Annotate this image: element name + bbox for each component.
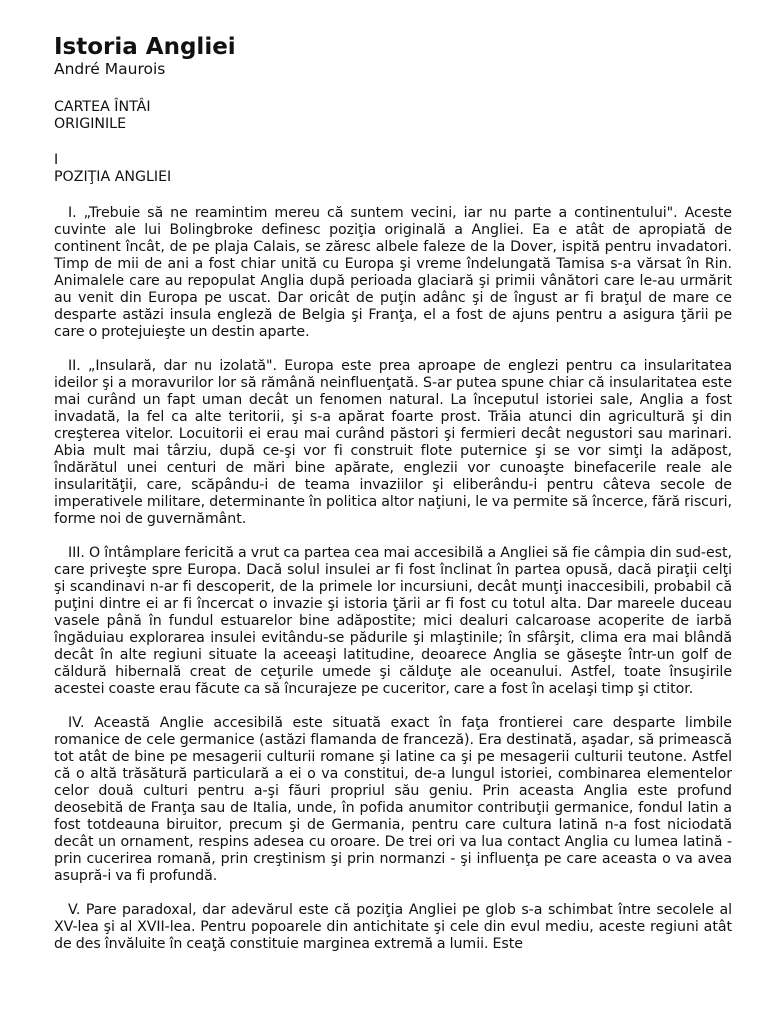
document-page xyxy=(54,34,732,970)
chapter-spacer xyxy=(54,186,732,205)
book-name: ORIGINILE xyxy=(54,116,127,132)
paragraph-4 xyxy=(54,715,732,885)
paragraph-1 xyxy=(54,205,732,341)
chapter-number: I xyxy=(54,152,59,168)
paragraph-text: IV. Această Anglie accesibilă este situată exact în faţa frontierei care desparte limbile romanice de cele germanice (astăzi flamanda de franceză). Era destinată, aşadar, să primească tot atât de bine pe mesagerii culturii romane şi latine ca şi pe mesagerii culturii teutone. Astfel că o altă trăsătură particulară a ei o va constitui, de-a lungul istoriei, combinarea elementelor celor două culturi pentru a-şi făuri propriul său geniu. Prin aceasta Anglia este profund deosebită de Franţa sau de Italia, unde, în pofida anumitor contribuţii germanice, fondul latin a fost totdeauna biruitor, precum şi de Germania, pentru care cultura latină n-a fost niciodată decât un ornament, respins adesea cu oroare. De trei ori va lua contact Anglia cu lumea latină - prin cucerirea romană, prin creştinism şi prin normanzi - şi influenţa pe care aceasta o va avea asupră-i va fi profundă. xyxy=(54,715,732,884)
paragraph-3 xyxy=(54,545,732,698)
paragraph-text: I. „Trebuie să ne reamintim mereu că suntem vecini, iar nu parte a continentului". Aceste cuvinte ale lui Bolingbroke definesc poziţia originală a Angliei. Ea e atât de apropiată de continent încât, de pe plaja Calais, se zăresc albele faleze de la Dover, ispită pentru invadatori. Timp de mii de ani a fost chiar unită cu Europa şi vreme îndelungată Tamisa s-a vărsat în Rin. Animalele care au repopulat Anglia după perioada glaciară şi primii vânători care le-au urmărit au venit din Europa pe uscat. Dar oricât de puţin adânc şi de îngust ar fi braţul de mare ce desparte astăzi insula engleză de Belgia şi Franţa, el a fost de ajuns pentru a asigura ţării pe care o protejuieşte un destin aparte. xyxy=(54,205,732,340)
book-label: CARTEA ÎNTÂI xyxy=(54,99,151,115)
chapter-title: POZIŢIA ANGLIEI xyxy=(54,169,172,185)
paragraph-text: V. Pare paradoxal, dar adevărul este că poziţia Angliei pe glob s-a schimbat între secolele al XV-lea şi al XVII-lea. Pentru popoarele din antichitate şi cele din evul mediu, aceste regiuni atât de des învăluite în ceaţă constituie marginea extremă a lumii. Este xyxy=(54,902,732,952)
paragraph-5 xyxy=(54,902,732,953)
author-name: André Maurois xyxy=(54,60,166,78)
paragraph-text: III. O întâmplare fericită a vrut ca partea cea mai accesibilă a Angliei să fie câmpia din sud-est, care priveşte spre Europa. Dacă solul insulei ar fi fost înclinat în partea opusă, dacă piraţii celţi şi scandinavi n-ar fi descoperit, de la primele lor incursiuni, decât munţi inaccesibili, probabil că puţini dintre ei ar fi încercat o invazie şi istoria ţării ar fi fost cu totul alta. Dar mareele duceau vasele până în fundul estuarelor bine adăpostite; mici dealuri calcaroase acoperite de iarbă îngăduiau explorarea insulei evitându-se pădurile şi mlaştinile; în sfârşit, clima era mai blândă decât în alte regiuni situate la aceeaşi latitudine, deoarece Anglia se găseşte într-un golf de căldură hibernală creat de ceţurile umede şi călduţe ale oceanului. Astfel, toate însuşirile acestei coaste erau făcute ca să încurajeze pe cuceritor, care a fost în acelaşi timp şi ctitor. xyxy=(54,545,732,697)
book-title: Istoria Angliei xyxy=(54,34,236,60)
paragraph-text: II. „Insulară, dar nu izolată". Europa este prea aproape de englezi pentru ca insularitatea ideilor şi a moravurilor lor să rămână neinfluenţată. S-ar putea spune chiar că insularitatea este mai curând un fapt uman decât un fenomen natural. La începutul istoriei sale, Anglia a fost invadată, la fel ca alte teritorii, şi s-a apărat foarte prost. Trăia atunci din agricultură şi din creşterea vitelor. Locuitorii ei erau mai curând păstori şi fermieri decât negustori sau marinari. Abia mult mai târziu, după ce-şi vor fi construit flote puternice şi se vor simţi la adăpost, îndărătul unei centuri de mări bine apărate, englezii vor cunoaşte binefacerile reale ale insularităţii, care, scăpându-i de teama invaziilor şi eliberându-i pentru câteva secole de imperativele militare, determinante în politica altor naţiuni, le va permite să încerce, fără riscuri, forme noi de guvernământ. xyxy=(54,358,732,527)
paragraph-2 xyxy=(54,358,732,528)
heading-spacer xyxy=(54,133,732,152)
